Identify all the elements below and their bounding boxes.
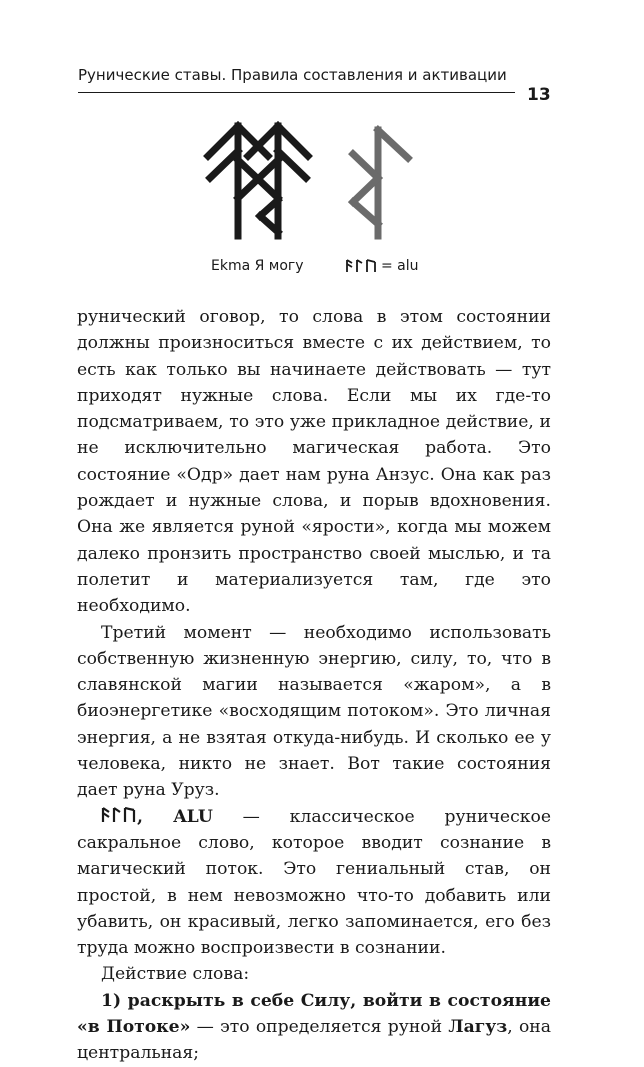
list-item-1-end: , она центральная;: [77, 1017, 551, 1064]
list-item-1-bold: 1) раскрыть в себе Силу, войти в состояние «в Потоке»: [77, 990, 551, 1038]
paragraph-2: Третий момент — необходимо использовать собственную жизненную энергию, силу, то, что в славянской магии называется «жаром», а в биоэнергетике «восходящим потоком». Это личная энергия, а не взятая откуда-нибудь. И сколько ее у человека, никто не знает. Вот такие состояния дает руна Уруз.: [77, 622, 551, 801]
laguz-word: Лагуз: [448, 1017, 508, 1038]
header-rule: [78, 92, 515, 93]
ansuz-rune-icon: [353, 130, 408, 236]
page-number: 13: [527, 85, 551, 105]
alu-runes-icon: [345, 259, 377, 273]
caption-alu-text: = alu: [381, 258, 419, 274]
paragraph-1: рунический оговор, то слова в этом состоянии должны произноситься вместе с их действием, то есть как только вы начинаете действовать — тут приходят нужные слова. Если мы их где-то подсматриваем, то это уже прикладное действие, и не исключительно магическая работа. Это состояние «Одр» дает нам руна Анзус. Она как раз рождает и нужные слова, и порыв вдохновения. Она же является руной «ярости», когда мы можем далеко пронзить пространство своей мыслью, и та полетит и материализуется там, где это необходимо.: [77, 307, 551, 617]
paragraph-3-text: — классическое руническое сакральное слово, которое вводит сознание в магический поток. Это гениальный став, он простой, в нем невозможно что-то добавить или убавить, он красивый, легко запоминается, его без труда можно воспроизвести в сознании.: [77, 806, 551, 959]
paragraph-4: Действие слова:: [101, 964, 250, 985]
alu-runes-icon: [101, 807, 137, 823]
figure-caption-right: [345, 258, 419, 274]
body-text: [77, 304, 551, 1067]
running-title: Рунические ставы. Правила составления и активации: [78, 66, 507, 84]
figure-caption-left: Ekma Я могу: [211, 258, 304, 274]
rune-figure: [190, 118, 430, 248]
ekma-bindrune-icon: [208, 126, 308, 236]
alu-word: , ALU: [137, 806, 213, 827]
paragraph-3: [77, 804, 551, 962]
list-item-1-text: — это определяется руной: [190, 1017, 449, 1038]
